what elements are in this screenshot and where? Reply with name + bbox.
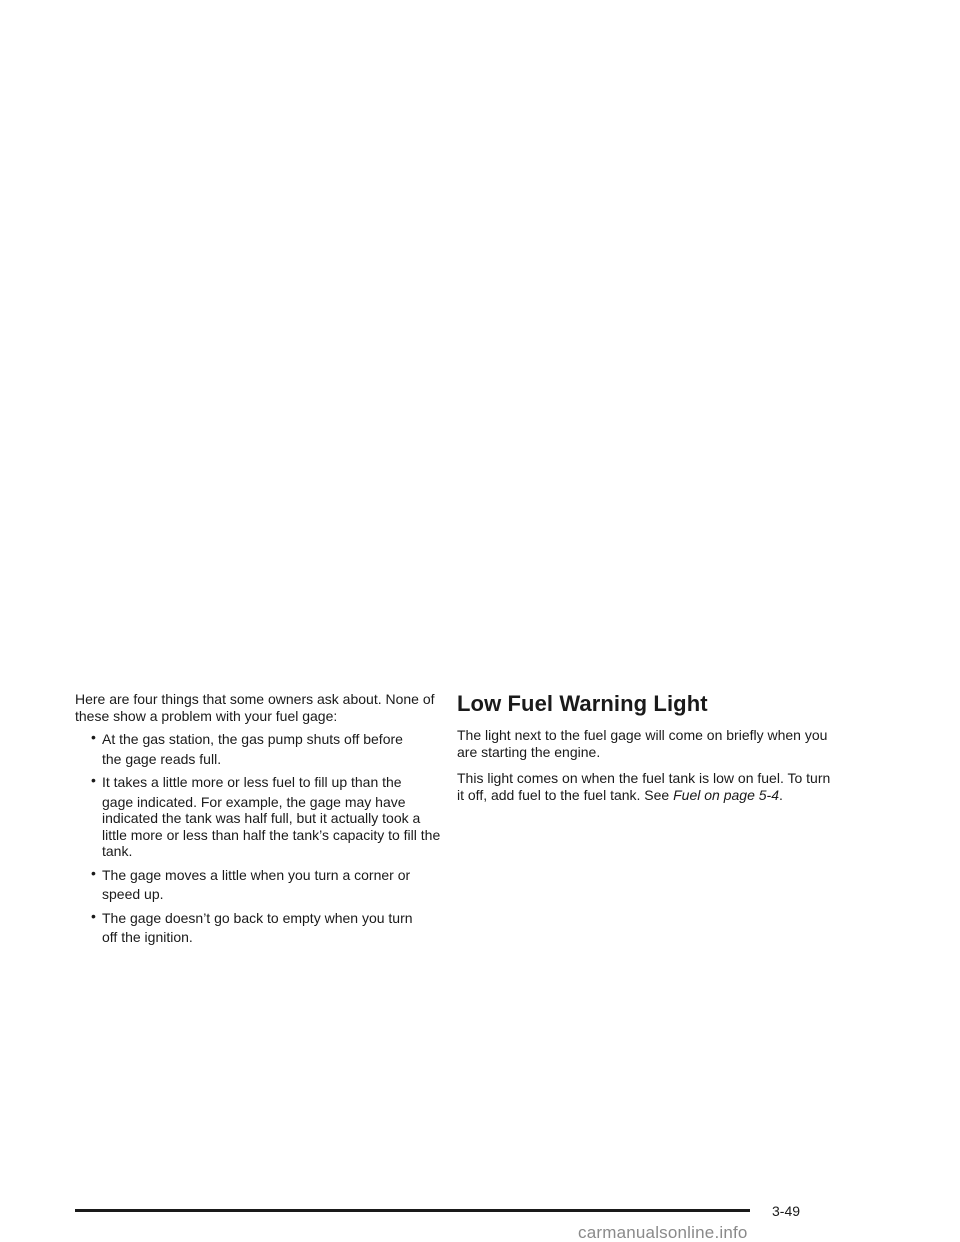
list-item-first-line: • At the gas station, the gas pump shuts off before [102,731,403,747]
left-column [75,691,445,953]
list-item-rest: the gage reads full. [102,750,222,767]
footer-rule [75,1209,750,1212]
body-paragraph: The light next to the fuel gage will come on briefly when you are starting the engine. [457,727,828,760]
watermark: carmanualsonline.info [578,1223,748,1242]
fuel-gage-faq-list [75,731,445,946]
list-item-first-line: • It takes a little more or less fuel to fill up than the [102,774,402,790]
cross-reference-link[interactable]: Fuel on page 5-4 [673,786,779,803]
list-item-rest: off the ignition. [102,929,193,945]
body-text: This light comes on when the fuel tank is low on fuel. To turn it off, add fuel to the fuel tank. See [457,770,831,803]
list-item [75,910,445,946]
body-text-end: . [778,786,783,803]
page-number: 3-49 [772,1203,801,1219]
list-item-first-line: • The gage doesn’t go back to empty when you turn [102,909,413,926]
list-item-rest: gage indicated. For example, the gage may have indicated the tank was half full, but it actually took a little more or less than half the tank’s capacity to fill the tank. [102,793,441,859]
list-item [75,774,445,860]
list-item [75,731,445,767]
list-item [75,867,445,903]
body-paragraph [457,770,837,803]
section-heading: Low Fuel Warning Light [457,691,708,716]
list-item-first-line: • The gage moves a little when you turn a corner or [102,866,411,883]
right-column [457,691,837,813]
intro-paragraph: Here are four things that some owners ask about. None of these show a problem with your fuel gage: [75,691,435,724]
list-item-rest: speed up. [102,886,164,902]
